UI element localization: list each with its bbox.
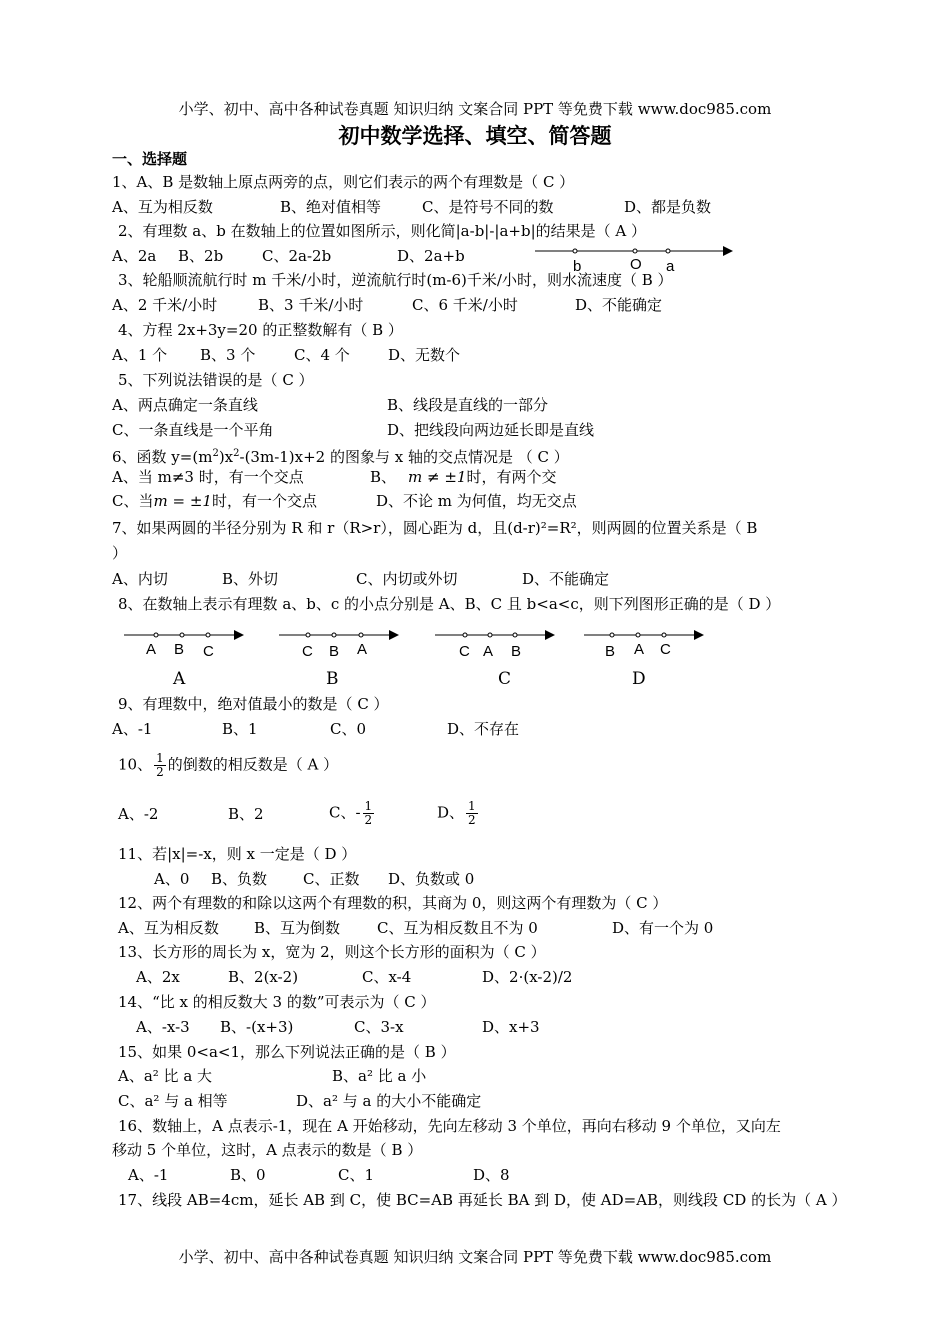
question-6 — [112, 444, 569, 467]
question-9: 9、有理数中，绝对值最小的数是（ C ） — [118, 695, 389, 713]
q8-fig-b-label-3: A — [357, 641, 368, 658]
q3-option-b: B、3 千米/小时 — [258, 296, 364, 314]
q13-option-c: C、x-4 — [362, 968, 412, 986]
q10-option-b: B、2 — [228, 805, 264, 823]
q10-fraction — [154, 752, 166, 779]
q6-option-b-label: B、 — [370, 468, 397, 486]
q3-option-a: A、2 千米/小时 — [112, 296, 218, 314]
q15-option-a: A、a² 比 a 大 — [118, 1067, 213, 1085]
q6-option-c — [112, 491, 317, 511]
q10-option-c-label: C、- — [329, 803, 361, 822]
q8-fig-b-line — [279, 628, 401, 644]
q11-option-d: D、负数或 0 — [388, 870, 475, 888]
q5-option-d: D、把线段向两边延长即是直线 — [387, 421, 595, 439]
q12-option-a: A、互为相反数 — [118, 919, 219, 937]
question-7: 7、如果两圆的半径分别为 R 和 r（R>r），圆心距为 d，且(d-r)²=R²，则两圆的位置关系是（ B — [112, 519, 758, 537]
page-header: 小学、初中、高中各种试卷真题 知识归纳 文案合同 PPT 等免费下载 www.doc985.com — [178, 100, 772, 118]
q13-option-d: D、2·(x-2)/2 — [482, 968, 573, 986]
q8-fig-d-label-1: B — [605, 643, 616, 660]
q10-option-d-label: D、 — [437, 803, 465, 822]
q5-option-b: B、线段是直线的一部分 — [387, 396, 549, 414]
question-3: 3、轮船顺流航行时 m 千米/小时，逆流航行时(m-6)千米/小时，则水流速度（ B ） — [118, 271, 673, 289]
q9-option-c: C、0 — [330, 720, 367, 738]
question-12: 12、两个有理数的和除以这两个有理数的积，其商为 0，则这两个有理数为（ C ） — [118, 894, 668, 912]
q3-option-c: C、6 千米/小时 — [412, 296, 518, 314]
q7-option-d: D、不能确定 — [522, 570, 610, 588]
q6-option-c-text: 时，有一个交点 — [211, 492, 317, 510]
q10-option-d-denominator: 2 — [468, 813, 476, 827]
q8-fig-a-line — [124, 628, 246, 644]
question-7-cont: ） — [112, 544, 128, 562]
q9-option-a: A、-1 — [112, 720, 153, 738]
q10-option-c — [329, 800, 376, 827]
q10-option-d-numerator: 1 — [468, 799, 476, 813]
q4-option-c: C、4 个 — [294, 346, 350, 364]
q9-option-b: B、1 — [222, 720, 258, 738]
q2-option-c: C、2a-2b — [262, 247, 332, 265]
q6-option-c-formula: m = ±1 — [153, 492, 212, 510]
q8-fig-a-caption: A — [173, 669, 186, 689]
q8-fig-b-label-2: B — [329, 643, 340, 660]
q16-option-b: B、0 — [230, 1166, 266, 1184]
q8-fig-d-caption: D — [632, 669, 646, 689]
q1-option-a: A、互为相反数 — [112, 198, 213, 216]
q6-option-d: D、不论 m 为何值，均无交点 — [376, 492, 577, 510]
q11-option-b: B、负数 — [211, 870, 268, 888]
q14-option-a: A、-x-3 — [136, 1018, 190, 1036]
q7-option-c: C、内切或外切 — [356, 570, 458, 588]
page-title: 初中数学选择、填空、简答题 — [338, 123, 612, 148]
q4-option-b: B、3 个 — [200, 346, 256, 364]
q6-option-b-text: 时，有两个交 — [466, 468, 557, 486]
q10-number: 10、 — [118, 755, 153, 774]
question-8: 8、在数轴上表示有理数 a、b、c 的小点分别是 A、B、C 且 b<a<c，则下列图形正确的是（ D ） — [118, 595, 781, 613]
question-14: 14、“比 x 的相反数大 3 的数”可表示为（ C ） — [118, 993, 436, 1011]
question-16: 16、数轴上，A 点表示-1，现在 A 开始移动，先向左移动 3 个单位，再向右移动 9 个单位，又向左 — [118, 1117, 781, 1135]
q7-option-b: B、外切 — [222, 570, 279, 588]
q8-fig-b-label-1: C — [302, 643, 313, 660]
q6-text-1: 6、函数 y=(m — [112, 448, 213, 466]
q8-fig-c-label-1: C — [459, 643, 470, 660]
question-13: 13、长方形的周长为 x，宽为 2，则这个长方形的面积为（ C ） — [118, 943, 546, 961]
q8-fig-b-caption: B — [326, 669, 339, 689]
q5-option-c: C、一条直线是一个平角 — [112, 421, 274, 439]
q2-label-o: O — [630, 256, 642, 273]
q10-fraction-numerator: 1 — [156, 751, 164, 765]
q10-fraction-denominator: 2 — [156, 765, 164, 779]
question-4: 4、方程 2x+3y=20 的正整数解有（ B ） — [118, 321, 403, 339]
q9-option-d: D、不存在 — [447, 720, 520, 738]
q16-option-c: C、1 — [338, 1166, 375, 1184]
q15-option-b: B、a² 比 a 小 — [332, 1067, 427, 1085]
q8-fig-a-label-1: A — [146, 641, 157, 658]
q10-option-d-fraction — [466, 800, 478, 827]
q8-fig-c-caption: C — [498, 669, 512, 689]
q10-option-c-fraction — [363, 800, 375, 827]
q10-text: 的倒数的相反数是（ A ） — [167, 755, 339, 774]
q7-option-a: A、内切 — [112, 570, 168, 588]
q2-label-a: a — [666, 258, 675, 275]
q4-option-a: A、1 个 — [112, 346, 168, 364]
q2-option-d: D、2a+b — [397, 247, 465, 265]
q2-label-b: b — [573, 258, 582, 275]
q8-fig-d-label-3: C — [660, 641, 671, 658]
q14-option-b: B、-(x+3) — [220, 1018, 294, 1036]
q13-option-b: B、2(x-2) — [228, 968, 299, 986]
q4-option-d: D、无数个 — [388, 346, 461, 364]
q8-fig-c-label-2: A — [483, 643, 494, 660]
question-2: 2、有理数 a、b 在数轴上的位置如图所示，则化简|a-b|-|a+b|的结果是（ A ） — [118, 222, 647, 240]
q14-option-d: D、x+3 — [482, 1018, 540, 1036]
q1-option-d: D、都是负数 — [624, 198, 712, 216]
question-15: 15、如果 0<a<1，那么下列说法正确的是（ B ） — [118, 1043, 456, 1061]
q6-sup-1: 2 — [212, 448, 219, 459]
q8-fig-c-line — [435, 628, 557, 644]
q6-text-2: )x — [218, 448, 234, 466]
q8-fig-a-label-3: C — [203, 643, 214, 660]
q11-option-c: C、正数 — [303, 870, 360, 888]
question-10 — [118, 752, 338, 779]
page-footer: 小学、初中、高中各种试卷真题 知识归纳 文案合同 PPT 等免费下载 www.doc985.com — [178, 1248, 772, 1266]
q10-option-c-numerator: 1 — [364, 799, 373, 813]
q6-option-b-formula: m ≠ ±1 — [408, 468, 467, 486]
question-11: 11、若|x|=-x，则 x 一定是（ D ） — [118, 845, 357, 863]
q2-option-b: B、2b — [178, 247, 224, 265]
q15-option-c: C、a² 与 a 相等 — [118, 1092, 228, 1110]
q11-option-a: A、0 — [154, 870, 190, 888]
question-5: 5、下列说法错误的是（ C ） — [118, 371, 314, 389]
q14-option-c: C、3-x — [354, 1018, 404, 1036]
q13-option-a: A、2x — [136, 968, 180, 986]
q12-option-d: D、有一个为 0 — [612, 919, 714, 937]
q6-text-3: -(3m-1)x+2 的图象与 x 轴的交点情况是 （ C ） — [239, 448, 569, 466]
question-17: 17、线段 AB=4cm，延长 AB 到 C，使 BC=AB 再延长 BA 到 D，使 AD=AB，则线段 CD 的长为（ A ） — [118, 1191, 847, 1209]
q6-option-c-label: C、当 — [112, 492, 154, 510]
question-16-cont: 移动 5 个单位，这时，A 点表示的数是（ B ） — [112, 1141, 423, 1159]
q12-option-c: C、互为相反数且不为 0 — [377, 919, 538, 937]
q6-sup-2: 2 — [233, 448, 240, 459]
q16-option-d: D、8 — [473, 1166, 510, 1184]
q1-option-c: C、是符号不同的数 — [422, 198, 554, 216]
q8-fig-d-line — [584, 628, 706, 644]
q3-option-d: D、不能确定 — [575, 296, 663, 314]
q15-option-d: D、a² 与 a 的大小不能确定 — [296, 1092, 482, 1110]
q16-option-a: A、-1 — [128, 1166, 169, 1184]
q12-option-b: B、互为倒数 — [254, 919, 341, 937]
q8-fig-a-label-2: B — [174, 641, 185, 658]
q6-option-b — [370, 467, 557, 487]
question-1: 1、A、B 是数轴上原点两旁的点，则它们表示的两个有理数是（ C ） — [112, 173, 575, 191]
q10-option-c-denominator: 2 — [364, 813, 373, 827]
q2-option-a: A、2a — [112, 247, 157, 265]
section-heading: 一、选择题 — [112, 150, 188, 168]
q6-option-a: A、当 m≠3 时，有一个交点 — [112, 468, 304, 486]
q8-fig-c-label-3: B — [511, 643, 522, 660]
q8-fig-d-label-2: A — [634, 641, 645, 658]
q10-option-a: A、-2 — [118, 805, 159, 823]
q1-option-b: B、绝对值相等 — [280, 198, 382, 216]
q10-option-d — [437, 800, 480, 827]
q5-option-a: A、两点确定一条直线 — [112, 396, 258, 414]
